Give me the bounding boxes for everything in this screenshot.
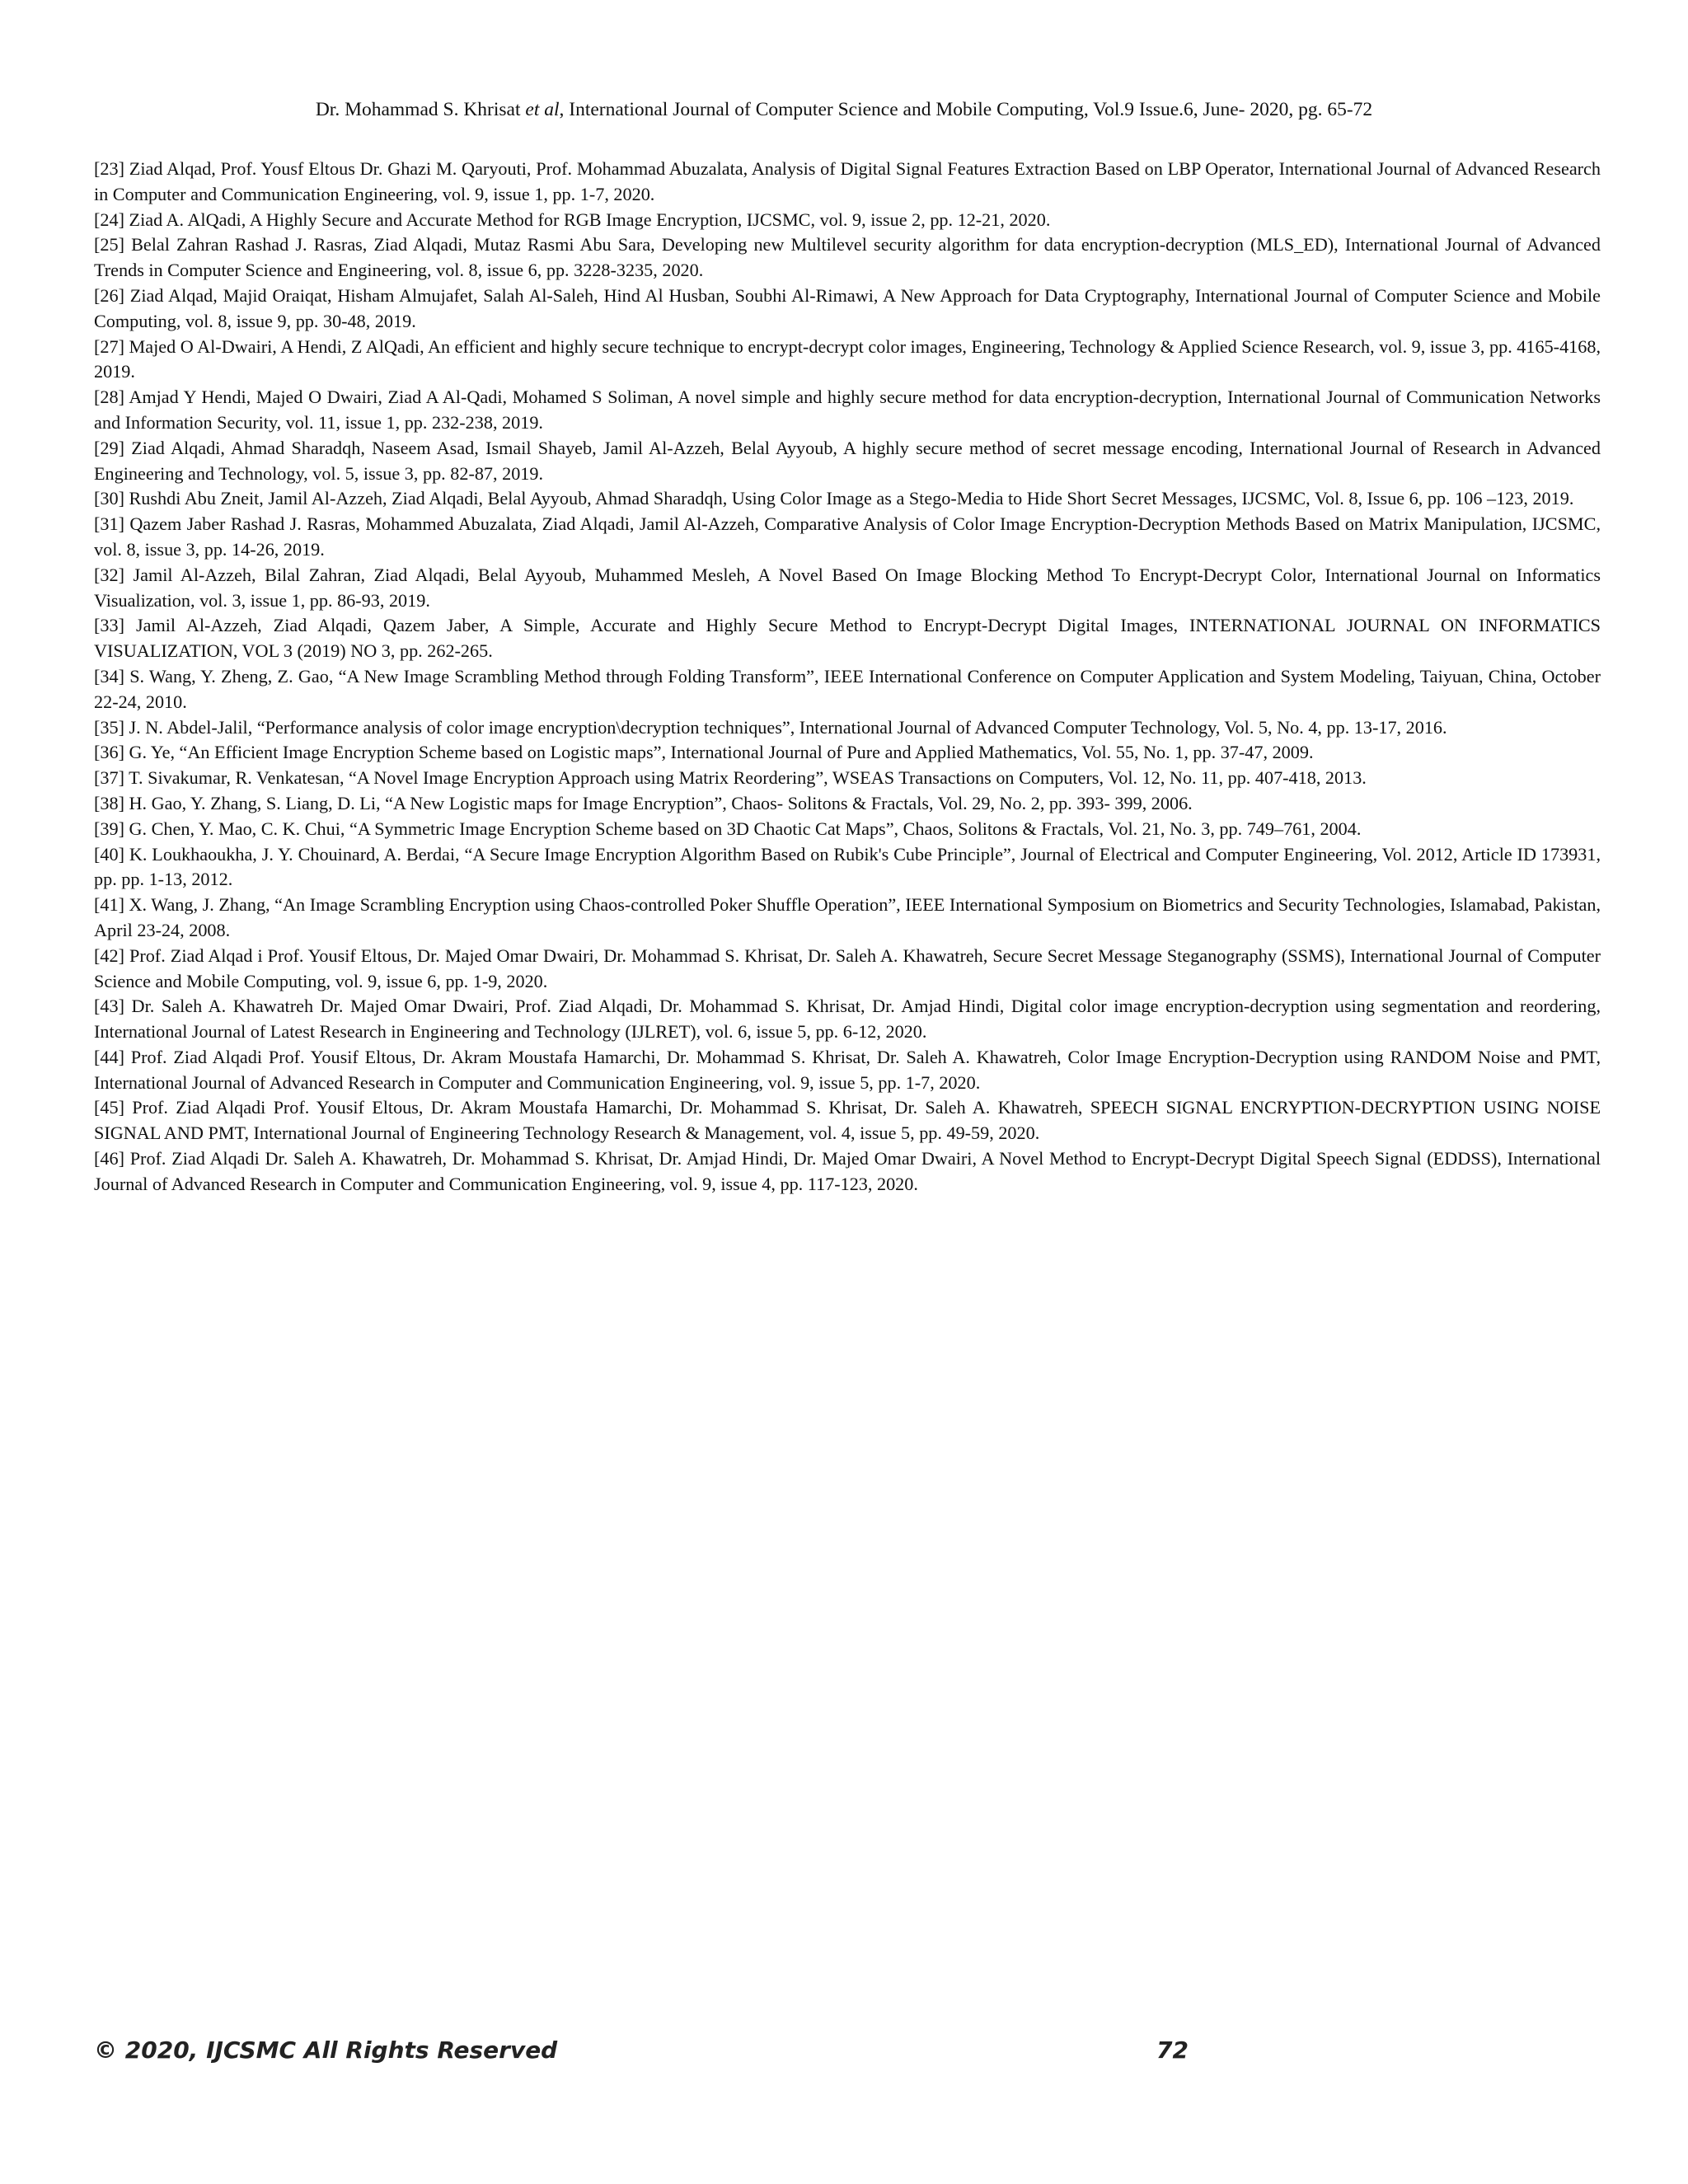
- reference-37: [37] T. Sivakumar, R. Venkatesan, “A Novel Image Encryption Approach using Matrix Reordering”, WSEAS Transactions on Computers, Vol. 12, No. 11, pp. 407-418, 2013.: [94, 767, 1367, 789]
- header-author: Dr. Mohammad S. Khrisat: [315, 99, 526, 120]
- reference-30: [30] Rushdi Abu Zneit, Jamil Al-Azzeh, Ziad Alqadi, Belal Ayyoub, Ahmad Sharadqh, Using Color Image as a Stego-Media to Hide Short Secret Messages, IJCSMC, Vol. 8, Issue 6, pp. 106 –123, 2019.: [94, 488, 1574, 509]
- page-number: 72: [1156, 2036, 1189, 2064]
- reference-34: [34] S. Wang, Y. Zheng, Z. Gao, “A New Image Scrambling Method through Folding Transform”, IEEE International Conference on Computer Application and System Modeling, Taiyuan, China, October 22-24, 2010.: [94, 665, 1601, 712]
- reference-45: [45] Prof. Ziad Alqadi Prof. Yousif Eltous, Dr. Akram Moustafa Hamarchi, Dr. Mohammad S. Khrisat, Dr. Saleh A. Khawatreh, SPEECH SIGNAL ENCRYPTION-DECRYPTION USING NOISE SIGNAL AND PMT, International Journal of Engineering Technology Research & Management, vol. 4, issue 5, pp. 49-59, 2020.: [94, 1097, 1601, 1144]
- reference-39: [39] G. Chen, Y. Mao, C. K. Chui, “A Symmetric Image Encryption Scheme based on 3D Chaotic Cat Maps”, Chaos, Solitons & Fractals, Vol. 21, No. 3, pp. 749–761, 2004.: [94, 818, 1362, 839]
- reference-44: [44] Prof. Ziad Alqadi Prof. Yousif Eltous, Dr. Akram Moustafa Hamarchi, Dr. Mohammad S. Khrisat, Dr. Saleh A. Khawatreh, Color Image Encryption-Decryption using RANDOM Noise and PMT, International Journal of Advanced Research in Computer and Communication Engineering, vol. 9, issue 5, pp. 1-7, 2020.: [94, 1046, 1601, 1093]
- reference-42: [42] Prof. Ziad Alqad i Prof. Yousif Eltous, Dr. Majed Omar Dwairi, Dr. Mohammad S. Khrisat, Dr. Saleh A. Khawatreh, Secure Secret Message Steganography (SSMS), International Journal of Computer Science and Mobile Computing, vol. 9, issue 6, pp. 1-9, 2020.: [94, 944, 1601, 991]
- running-header: [0, 97, 1688, 122]
- reference-26: [26] Ziad Alqad, Majid Oraiqat, Hisham Almujafet, Salah Al-Saleh, Hind Al Husban, Soubhi Al-Rimawi, A New Approach for Data Cryptography, International Journal of Computer Science and Mobile Computing, vol. 8, issue 9, pp. 30-48, 2019.: [94, 284, 1601, 331]
- reference-46: [46] Prof. Ziad Alqadi Dr. Saleh A. Khawatreh, Dr. Mohammad S. Khrisat, Dr. Amjad Hindi, Dr. Majed Omar Dwairi, A Novel Method to Encrypt-Decrypt Digital Speech Signal (EDDSS), International Journal of Advanced Research in Computer and Communication Engineering, vol. 9, issue 4, pp. 117-123, 2020.: [94, 1148, 1601, 1194]
- reference-32: [32] Jamil Al-Azzeh, Bilal Zahran, Ziad Alqadi, Belal Ayyoub, Muhammed Mesleh, A Novel Based On Image Blocking Method To Encrypt-Decrypt Color, International Journal on Informatics Visualization, vol. 3, issue 1, pp. 86-93, 2019.: [94, 564, 1601, 611]
- reference-38: [38] H. Gao, Y. Zhang, S. Liang, D. Li, “A New Logistic maps for Image Encryption”, Chaos- Solitons & Fractals, Vol. 29, No. 2, pp. 393- 399, 2006.: [94, 792, 1193, 813]
- reference-40: [40] K. Loukhaoukha, J. Y. Chouinard, A. Berdai, “A Secure Image Encryption Algorithm Based on Rubik's Cube Principle”, Journal of Electrical and Computer Engineering, Vol. 2012, Article ID 173931, pp. pp. 1-13, 2012.: [94, 843, 1601, 890]
- copyright-notice: © 2020, IJCSMC All Rights Reserved: [94, 2036, 558, 2064]
- reference-33: [33] Jamil Al-Azzeh, Ziad Alqadi, Qazem Jaber, A Simple, Accurate and Highly Secure Method to Encrypt-Decrypt Digital Images, INTERNATIONAL JOURNAL ON INFORMATICS VISUALIZATION, VOL 3 (2019) NO 3, pp. 262-265.: [94, 615, 1601, 662]
- reference-41: [41] X. Wang, J. Zhang, “An Image Scrambling Encryption using Chaos-controlled Poker Shuffle Operation”, IEEE International Symposium on Biometrics and Security Technologies, Islamabad, Pakistan, April 23-24, 2008.: [94, 894, 1601, 940]
- reference-list: [94, 157, 1601, 1197]
- reference-27: [27] Majed O Al-Dwairi, A Hendi, Z AlQadi, An efficient and highly secure technique to encrypt-decrypt color images, Engineering, Technology & Applied Science Research, vol. 9, issue 3, pp. 4165-4168, 2019.: [94, 335, 1601, 382]
- reference-25: [25] Belal Zahran Rashad J. Rasras, Ziad Alqadi, Mutaz Rasmi Abu Sara, Developing new Multilevel security algorithm for data encryption-decryption (MLS_ED), International Journal of Advanced Trends in Computer Science and Engineering, vol. 8, issue 6, pp. 3228-3235, 2020.: [94, 234, 1601, 281]
- reference-35: [35] J. N. Abdel-Jalil, “Performance analysis of color image encryption\decryption techniques”, International Journal of Advanced Computer Technology, Vol. 5, No. 4, pp. 13-17, 2016.: [94, 716, 1447, 738]
- reference-28: [28] Amjad Y Hendi, Majed O Dwairi, Ziad A Al-Qadi, Mohamed S Soliman, A novel simple and highly secure method for data encryption-decryption, International Journal of Communication Networks and Information Security, vol. 11, issue 1, pp. 232-238, 2019.: [94, 387, 1601, 433]
- reference-31: [31] Qazem Jaber Rashad J. Rasras, Mohammed Abuzalata, Ziad Alqadi, Jamil Al-Azzeh, Comparative Analysis of Color Image Encryption-Decryption Methods Based on Matrix Manipulation, IJCSMC, vol. 8, issue 3, pp. 14-26, 2019.: [94, 513, 1601, 560]
- reference-23: [23] Ziad Alqad, Prof. Yousf Eltous Dr. Ghazi M. Qaryouti, Prof. Mohammad Abuzalata, Analysis of Digital Signal Features Extraction Based on LBP Operator, International Journal of Advanced Research in Computer and Communication Engineering, vol. 9, issue 1, pp. 1-7, 2020.: [94, 158, 1601, 204]
- reference-36: [36] G. Ye, “An Efficient Image Encryption Scheme based on Logistic maps”, International Journal of Pure and Applied Mathematics, Vol. 55, No. 1, pp. 37-47, 2009.: [94, 742, 1314, 763]
- header-et-al: et al: [525, 99, 560, 120]
- reference-43: [43] Dr. Saleh A. Khawatreh Dr. Majed Omar Dwairi, Prof. Ziad Alqadi, Dr. Mohammad S. Khrisat, Dr. Amjad Hindi, Digital color image encryption-decryption using segmentation and reordering, International Journal of Latest Research in Engineering and Technology (IJLRET), vol. 6, issue 5, pp. 6-12, 2020.: [94, 996, 1601, 1043]
- page-footer: [0, 2034, 1688, 2067]
- reference-24: [24] Ziad A. AlQadi, A Highly Secure and Accurate Method for RGB Image Encryption, IJCSMC, vol. 9, issue 2, pp. 12-21, 2020.: [94, 209, 1051, 230]
- reference-29: [29] Ziad Alqadi, Ahmad Sharadqh, Naseem Asad, Ismail Shayeb, Jamil Al-Azzeh, Belal Ayyoub, A highly secure method of secret message encoding, International Journal of Research in Advanced Engineering and Technology, vol. 5, issue 3, pp. 82-87, 2019.: [94, 437, 1601, 484]
- header-journal-info: , International Journal of Computer Science and Mobile Computing, Vol.9 Issue.6, June- 2020, pg. 65-72: [559, 99, 1373, 120]
